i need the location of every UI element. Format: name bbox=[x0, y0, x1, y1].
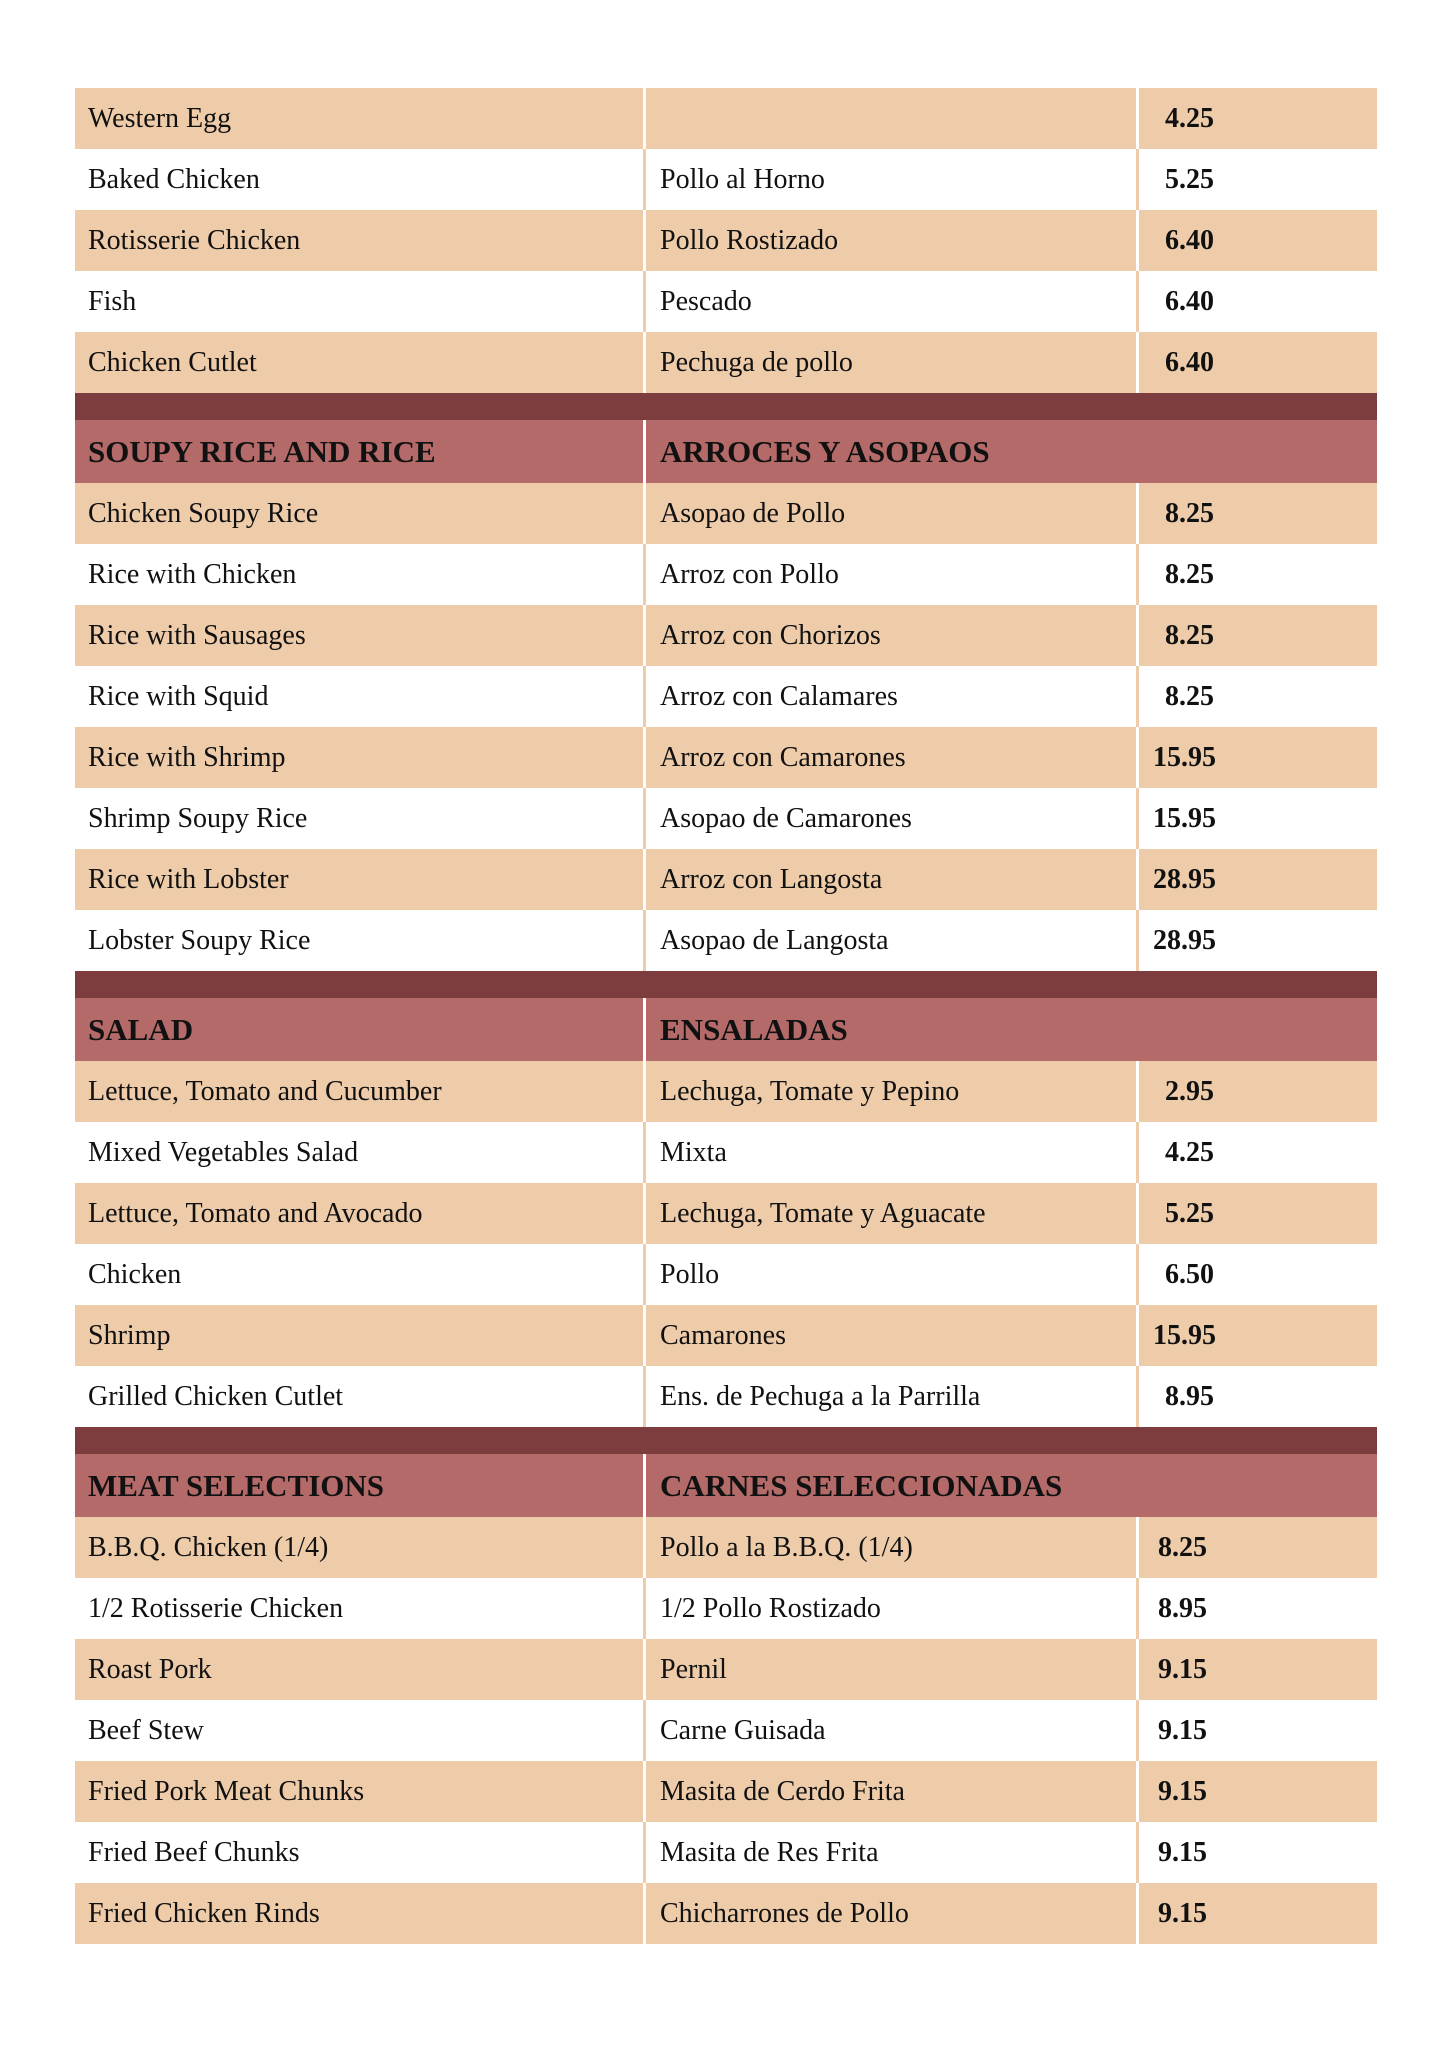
item-price: 6.50 bbox=[1165, 1258, 1214, 1290]
item-name-english: Baked Chicken bbox=[75, 149, 646, 210]
item-name-spanish: Pollo Rostizado bbox=[646, 210, 1139, 271]
menu-item-row bbox=[75, 1183, 1377, 1244]
item-name-spanish: Pollo al Horno bbox=[646, 149, 1139, 210]
item-name-spanish: Camarones bbox=[646, 1305, 1139, 1366]
item-name-english: Rotisserie Chicken bbox=[75, 210, 646, 271]
item-name-english: Mixed Vegetables Salad bbox=[75, 1122, 646, 1183]
item-name-spanish: Pollo bbox=[646, 1244, 1139, 1305]
item-price: 2.95 bbox=[1165, 1075, 1214, 1107]
menu-item-row bbox=[75, 544, 1377, 605]
section-header bbox=[75, 420, 1377, 483]
menu-item-row bbox=[75, 727, 1377, 788]
item-name-english: Grilled Chicken Cutlet bbox=[75, 1366, 646, 1427]
item-name-spanish: Asopao de Langosta bbox=[646, 910, 1139, 971]
item-name-english: Lettuce, Tomato and Avocado bbox=[75, 1183, 646, 1244]
item-name-spanish: Arroz con Pollo bbox=[646, 544, 1139, 605]
item-price: 8.25 bbox=[1165, 497, 1214, 529]
section-title-spanish: CARNES SELECCIONADAS bbox=[660, 1467, 1063, 1503]
item-name-english: Rice with Lobster bbox=[75, 849, 646, 910]
item-price: 28.95 bbox=[1153, 924, 1216, 956]
item-name-spanish: Asopao de Camarones bbox=[646, 788, 1139, 849]
item-price: 5.25 bbox=[1165, 163, 1214, 195]
item-price: 8.95 bbox=[1165, 1380, 1214, 1412]
item-name-spanish: Pechuga de pollo bbox=[646, 332, 1139, 393]
section-divider bbox=[75, 1427, 1377, 1454]
item-price: 6.40 bbox=[1165, 224, 1214, 256]
menu-item-row bbox=[75, 332, 1377, 393]
menu-item-row bbox=[75, 1122, 1377, 1183]
menu-item-row bbox=[75, 849, 1377, 910]
item-name-spanish: Masita de Res Frita bbox=[646, 1822, 1139, 1883]
item-name-english: Chicken bbox=[75, 1244, 646, 1305]
item-name-english: Roast Pork bbox=[75, 1639, 646, 1700]
item-name-english: Fish bbox=[75, 271, 646, 332]
item-name-spanish: Pescado bbox=[646, 271, 1139, 332]
item-name-spanish: Carne Guisada bbox=[646, 1700, 1139, 1761]
menu-item-row bbox=[75, 1517, 1377, 1578]
item-name-spanish bbox=[646, 88, 1139, 149]
item-price: 9.15 bbox=[1158, 1775, 1207, 1807]
item-name-english: Chicken Cutlet bbox=[75, 332, 646, 393]
item-name-english: Fried Beef Chunks bbox=[75, 1822, 646, 1883]
item-price: 8.25 bbox=[1165, 680, 1214, 712]
item-name-english: Shrimp Soupy Rice bbox=[75, 788, 646, 849]
item-name-english: Lettuce, Tomato and Cucumber bbox=[75, 1061, 646, 1122]
item-price: 15.95 bbox=[1153, 741, 1216, 773]
section-divider bbox=[75, 393, 1377, 420]
item-name-english: B.B.Q. Chicken (1/4) bbox=[75, 1517, 646, 1578]
item-name-spanish: Ens. de Pechuga a la Parrilla bbox=[646, 1366, 1139, 1427]
item-name-spanish: Mixta bbox=[646, 1122, 1139, 1183]
section-title-spanish: ENSALADAS bbox=[660, 1011, 848, 1047]
item-name-english: Fried Pork Meat Chunks bbox=[75, 1761, 646, 1822]
item-name-spanish: Masita de Cerdo Frita bbox=[646, 1761, 1139, 1822]
item-name-english: Western Egg bbox=[75, 88, 646, 149]
menu-item-row bbox=[75, 483, 1377, 544]
item-name-spanish: Lechuga, Tomate y Aguacate bbox=[646, 1183, 1139, 1244]
section-title-english: SOUPY RICE AND RICE bbox=[75, 420, 646, 483]
menu-item-row bbox=[75, 1578, 1377, 1639]
menu-item-row bbox=[75, 1244, 1377, 1305]
item-name-english: 1/2 Rotisserie Chicken bbox=[75, 1578, 646, 1639]
menu-item-row bbox=[75, 788, 1377, 849]
section-title-spanish: ARROCES Y ASOPAOS bbox=[660, 433, 990, 469]
item-price: 28.95 bbox=[1153, 863, 1216, 895]
item-price: 9.15 bbox=[1158, 1653, 1207, 1685]
item-name-english: Shrimp bbox=[75, 1305, 646, 1366]
item-price: 8.25 bbox=[1158, 1531, 1207, 1563]
menu-item-row bbox=[75, 149, 1377, 210]
section-title-english: MEAT SELECTIONS bbox=[75, 1454, 646, 1517]
item-name-spanish: Pernil bbox=[646, 1639, 1139, 1700]
item-name-english: Beef Stew bbox=[75, 1700, 646, 1761]
item-name-spanish: Arroz con Chorizos bbox=[646, 605, 1139, 666]
item-name-english: Rice with Sausages bbox=[75, 605, 646, 666]
menu-item-row bbox=[75, 605, 1377, 666]
menu-item-row bbox=[75, 1366, 1377, 1427]
item-price: 4.25 bbox=[1165, 102, 1214, 134]
menu-table bbox=[75, 88, 1377, 1944]
item-price: 6.40 bbox=[1165, 346, 1214, 378]
item-name-spanish: Pollo a la B.B.Q. (1/4) bbox=[646, 1517, 1139, 1578]
menu-item-row bbox=[75, 1700, 1377, 1761]
menu-item-row bbox=[75, 910, 1377, 971]
item-price: 15.95 bbox=[1153, 802, 1216, 834]
item-name-spanish: Arroz con Langosta bbox=[646, 849, 1139, 910]
item-price: 8.25 bbox=[1165, 619, 1214, 651]
item-name-english: Chicken Soupy Rice bbox=[75, 483, 646, 544]
item-price: 5.25 bbox=[1165, 1197, 1214, 1229]
menu-item-row bbox=[75, 666, 1377, 727]
menu-item-row bbox=[75, 88, 1377, 149]
menu-item-row bbox=[75, 1061, 1377, 1122]
item-price: 15.95 bbox=[1153, 1319, 1216, 1351]
menu-item-row bbox=[75, 1822, 1377, 1883]
menu-item-row bbox=[75, 1639, 1377, 1700]
item-name-spanish: Lechuga, Tomate y Pepino bbox=[646, 1061, 1139, 1122]
item-name-spanish: Arroz con Calamares bbox=[646, 666, 1139, 727]
item-name-spanish: 1/2 Pollo Rostizado bbox=[646, 1578, 1139, 1639]
section-header bbox=[75, 1454, 1377, 1517]
item-name-spanish: Chicharrones de Pollo bbox=[646, 1883, 1139, 1944]
item-price: 4.25 bbox=[1165, 1136, 1214, 1168]
item-price: 8.25 bbox=[1165, 558, 1214, 590]
item-name-english: Fried Chicken Rinds bbox=[75, 1883, 646, 1944]
item-name-spanish: Arroz con Camarones bbox=[646, 727, 1139, 788]
menu-item-row bbox=[75, 1761, 1377, 1822]
item-price: 6.40 bbox=[1165, 285, 1214, 317]
menu-item-row bbox=[75, 271, 1377, 332]
menu-item-row bbox=[75, 210, 1377, 271]
menu-item-row bbox=[75, 1883, 1377, 1944]
item-name-english: Rice with Chicken bbox=[75, 544, 646, 605]
menu-item-row bbox=[75, 1305, 1377, 1366]
item-price: 8.95 bbox=[1158, 1592, 1207, 1624]
item-price: 9.15 bbox=[1158, 1836, 1207, 1868]
item-price: 9.15 bbox=[1158, 1714, 1207, 1746]
item-name-english: Rice with Shrimp bbox=[75, 727, 646, 788]
item-name-spanish: Asopao de Pollo bbox=[646, 483, 1139, 544]
section-title-english: SALAD bbox=[75, 998, 646, 1061]
section-divider bbox=[75, 971, 1377, 998]
item-name-english: Rice with Squid bbox=[75, 666, 646, 727]
item-price: 9.15 bbox=[1158, 1897, 1207, 1929]
section-header bbox=[75, 998, 1377, 1061]
item-name-english: Lobster Soupy Rice bbox=[75, 910, 646, 971]
